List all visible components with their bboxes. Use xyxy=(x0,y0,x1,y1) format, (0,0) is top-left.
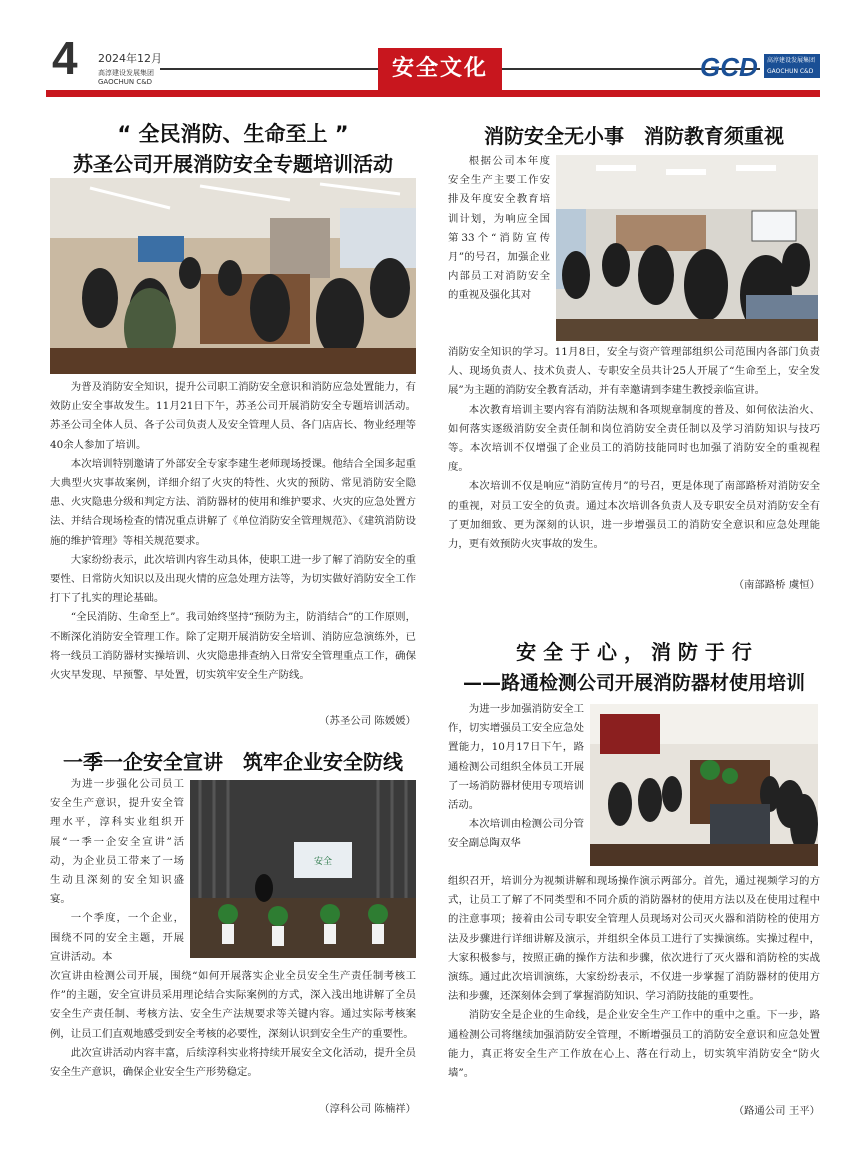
header-red-bar xyxy=(46,90,820,97)
logo-tag-en: GAOCHUN C&D xyxy=(767,68,814,75)
logo-tag-cn: 高淳建设发展集团 xyxy=(767,57,816,64)
article3-narrow-text xyxy=(448,152,550,306)
article3-paragraph: 消防安全知识的学习。11月8日，安全与资产管理部组织公司范围内各部门负责人、现场负责人、技术负责人、专职安全员共计25人开展了“生命至上，安全发展”为主题的消防安全教育活动，并有幸邀请到李建生教授亲临宣讲。 xyxy=(448,346,820,397)
page-number: 4 xyxy=(52,32,78,84)
article2-narrow-text xyxy=(50,775,184,967)
article2-paragraph: 为进一步强化公司员工安全生产意识，提升安全管理水平，淳科实业组织开展“一季一企安全宣讲”活动，为企业员工带来了一场生动且深刻的安全知识盛宴。 xyxy=(50,778,184,906)
article2-photo xyxy=(190,780,416,958)
lecture-hall-photo xyxy=(190,780,416,958)
article1-title-line1: “ 全民消防、生命至上 ” xyxy=(117,122,349,146)
article3-paragraph: 根据公司本年度安全生产主要工作安排及年度安全教育培训计划，为响应全国第33个“消防宣传月”的号召，加强企业内部员工对消防安全的重视及强化其对 xyxy=(448,155,550,302)
article4-wide-text xyxy=(448,872,820,1083)
article2-wide-text xyxy=(50,967,416,1082)
article2-paragraph: 一个季度，一个企业，围绕不同的安全主题，开展宣讲活动。本 xyxy=(50,912,184,963)
org-name-en: GAOCHUN C&D xyxy=(98,78,153,86)
article3-signature: （南部路桥 虞恒） xyxy=(733,579,820,591)
article4-paragraph: 本次培训由检测公司分管安全副总陶双华 xyxy=(448,818,584,850)
article4-paragraph: 组织召开，培训分为视频讲解和现场操作演示两部分。首先，通过视频学习的方式，让员工了解了不同类型和不同介质的消防器材的使用方法以及在使用过程中的注意事项；接着由公司专职安全管理人员现场对公司灭火器和消防栓的使用方法及步骤进行详细讲解及演示，并组织全体员工进行了实操演练。实操过程中，大家积极参与，按照正确的操作方法和步骤，依次进行了灭火器和消防栓的实战演练。通过此次培训演练，大家纷纷表示，不仅进一步掌握了消防器材的使用方法和步骤，还深刻体会到了掌握消防知识、学习消防技能的重要性。 xyxy=(448,875,820,1003)
screen-text: 安全 xyxy=(313,857,333,867)
article3-paragraph: 本次培训不仅是响应“消防宣传月”的号召，更是体现了南部路桥对消防安全的重视，对员工安全的负责。通过本次培训各负责人及专职安全员对消防安全有了更加细致、更为深刻的认识，进一步增强员工的消防安全意识和应急处理能力，更有效预防火灾事故的发生。 xyxy=(448,480,820,551)
article2-title: 一季一企安全宣讲 筑牢企业安全防线 xyxy=(63,750,403,774)
article4-paragraph: 消防安全是企业的生命线，是企业安全生产工作中的重中之重。下一步，路通检测公司将继续加强消防安全管理，不断增强员工的消防安全意识和应急处置能力，真正将安全生产工作放在心上、落在行动上，切实筑牢消防安全“防火墙”。 xyxy=(448,1009,820,1080)
article4-signature: （路通公司 王平） xyxy=(733,1105,820,1117)
article1-title-line2: 苏圣公司开展消防安全专题培训活动 xyxy=(73,152,393,176)
article1-paragraph: “全民消防、生命至上”。我司始终坚持“预防为主，防消结合”的工作原则，不断深化消防安全管理工作。除了定期开展消防安全培训、消防应急演练外，已将一线员工消防器材实操培训、火灾隐患排查纳入日常安全管理重点工作，确保火灾早发现、早预警、早处置，切实筑牢安全生产防线。 xyxy=(50,611,416,682)
issue-date: 2024年12月 xyxy=(98,52,162,65)
article4-photo xyxy=(590,704,818,866)
meeting-room-photo xyxy=(590,704,818,866)
article3-photo xyxy=(556,155,818,341)
article3-paragraph: 本次教育培训主要内容有消防法规和各项规章制度的普及、如何依法治火、如何落实逐级消防安全责任制和岗位消防安全责任制以及学习消防知识与技巧等。本次培训不仅增强了企业员工的消防技能同时也加强了消防安全的重视程度。 xyxy=(448,403,820,474)
article4-title-line1: 安 全 于 心 ， 消 防 于 行 xyxy=(516,640,752,664)
article1-paragraph: 为普及消防安全知识，提升公司职工消防安全意识和消防应急处置能力，有效防止安全事故发生。11月21日下午，苏圣公司开展消防安全专题培训活动。苏圣公司全体人员、各子公司负责人及安全管理人员、各门店店长、物业经理等40余人参加了培训。 xyxy=(50,381,416,451)
training-room-photo-3 xyxy=(556,155,818,341)
article2-paragraph: 此次宣讲活动内容丰富，后续淳科实业将持续开展安全文化活动，提升全员安全生产意识，确保企业安全生产形势稳定。 xyxy=(50,1046,416,1079)
logo-tag xyxy=(764,54,820,78)
article1-paragraph: 本次培训特别邀请了外部安全专家李建生老师现场授课。他结合全国多起重大典型火灾事故案例，详细介绍了火灾的特性、火灾的预防、常见消防安全隐患、火灾隐患分级和判定方法、消防器材的使用和维护要求、火灾的应急处置方法、并结合现场检查的情况重点讲解了《单位消防安全管理规范》、《建筑消防设施的维护管理》等相关规范要求。 xyxy=(50,457,416,547)
article3-title: 消防安全无小事 消防教育须重视 xyxy=(484,124,784,148)
article3-wide-text xyxy=(448,343,820,554)
section-title: 安全文化 xyxy=(378,48,502,90)
article1-photo xyxy=(50,178,416,374)
article4-narrow-text xyxy=(448,700,584,854)
article4-paragraph: 为进一步加强消防安全工作，切实增强员工安全应急处置能力，10月17日下午，路通检测公司组织全体员工开展了一场消防器材使用专项培训活动。 xyxy=(448,703,584,812)
article2-signature: （淳科公司 陈楠祥） xyxy=(319,1103,416,1115)
article1-body xyxy=(50,378,416,685)
article1-paragraph: 大家纷纷表示，此次培训内容生动具体，使职工进一步了解了消防安全的重要性、日常防火知识以及出现火情的应急处理方法等，为切实做好消防安全工作打下了扎实的理论基础。 xyxy=(50,553,416,605)
article4-title-line2: ——路通检测公司开展消防器材使用培训 xyxy=(462,672,805,694)
article1-signature: （苏圣公司 陈媛媛） xyxy=(319,715,416,727)
article2-paragraph: 次宣讲由检测公司开展，围绕“如何开展落实企业全员安全生产责任制考核工作”的主题，安全宣讲员采用理论结合实际案例的方式，深入浅出地讲解了全员安全生产责任制、考核方法、安全生产法规要求等关键内容。通过实际考核案例，让员工们直观地感受到安全考核的必要性，深刻认识到安全生产的重要性。 xyxy=(50,970,416,1040)
org-name-cn: 高淳建设发展集团 xyxy=(98,69,154,77)
training-room-photo-1 xyxy=(50,178,416,374)
gcd-logo: GCD xyxy=(700,52,758,82)
